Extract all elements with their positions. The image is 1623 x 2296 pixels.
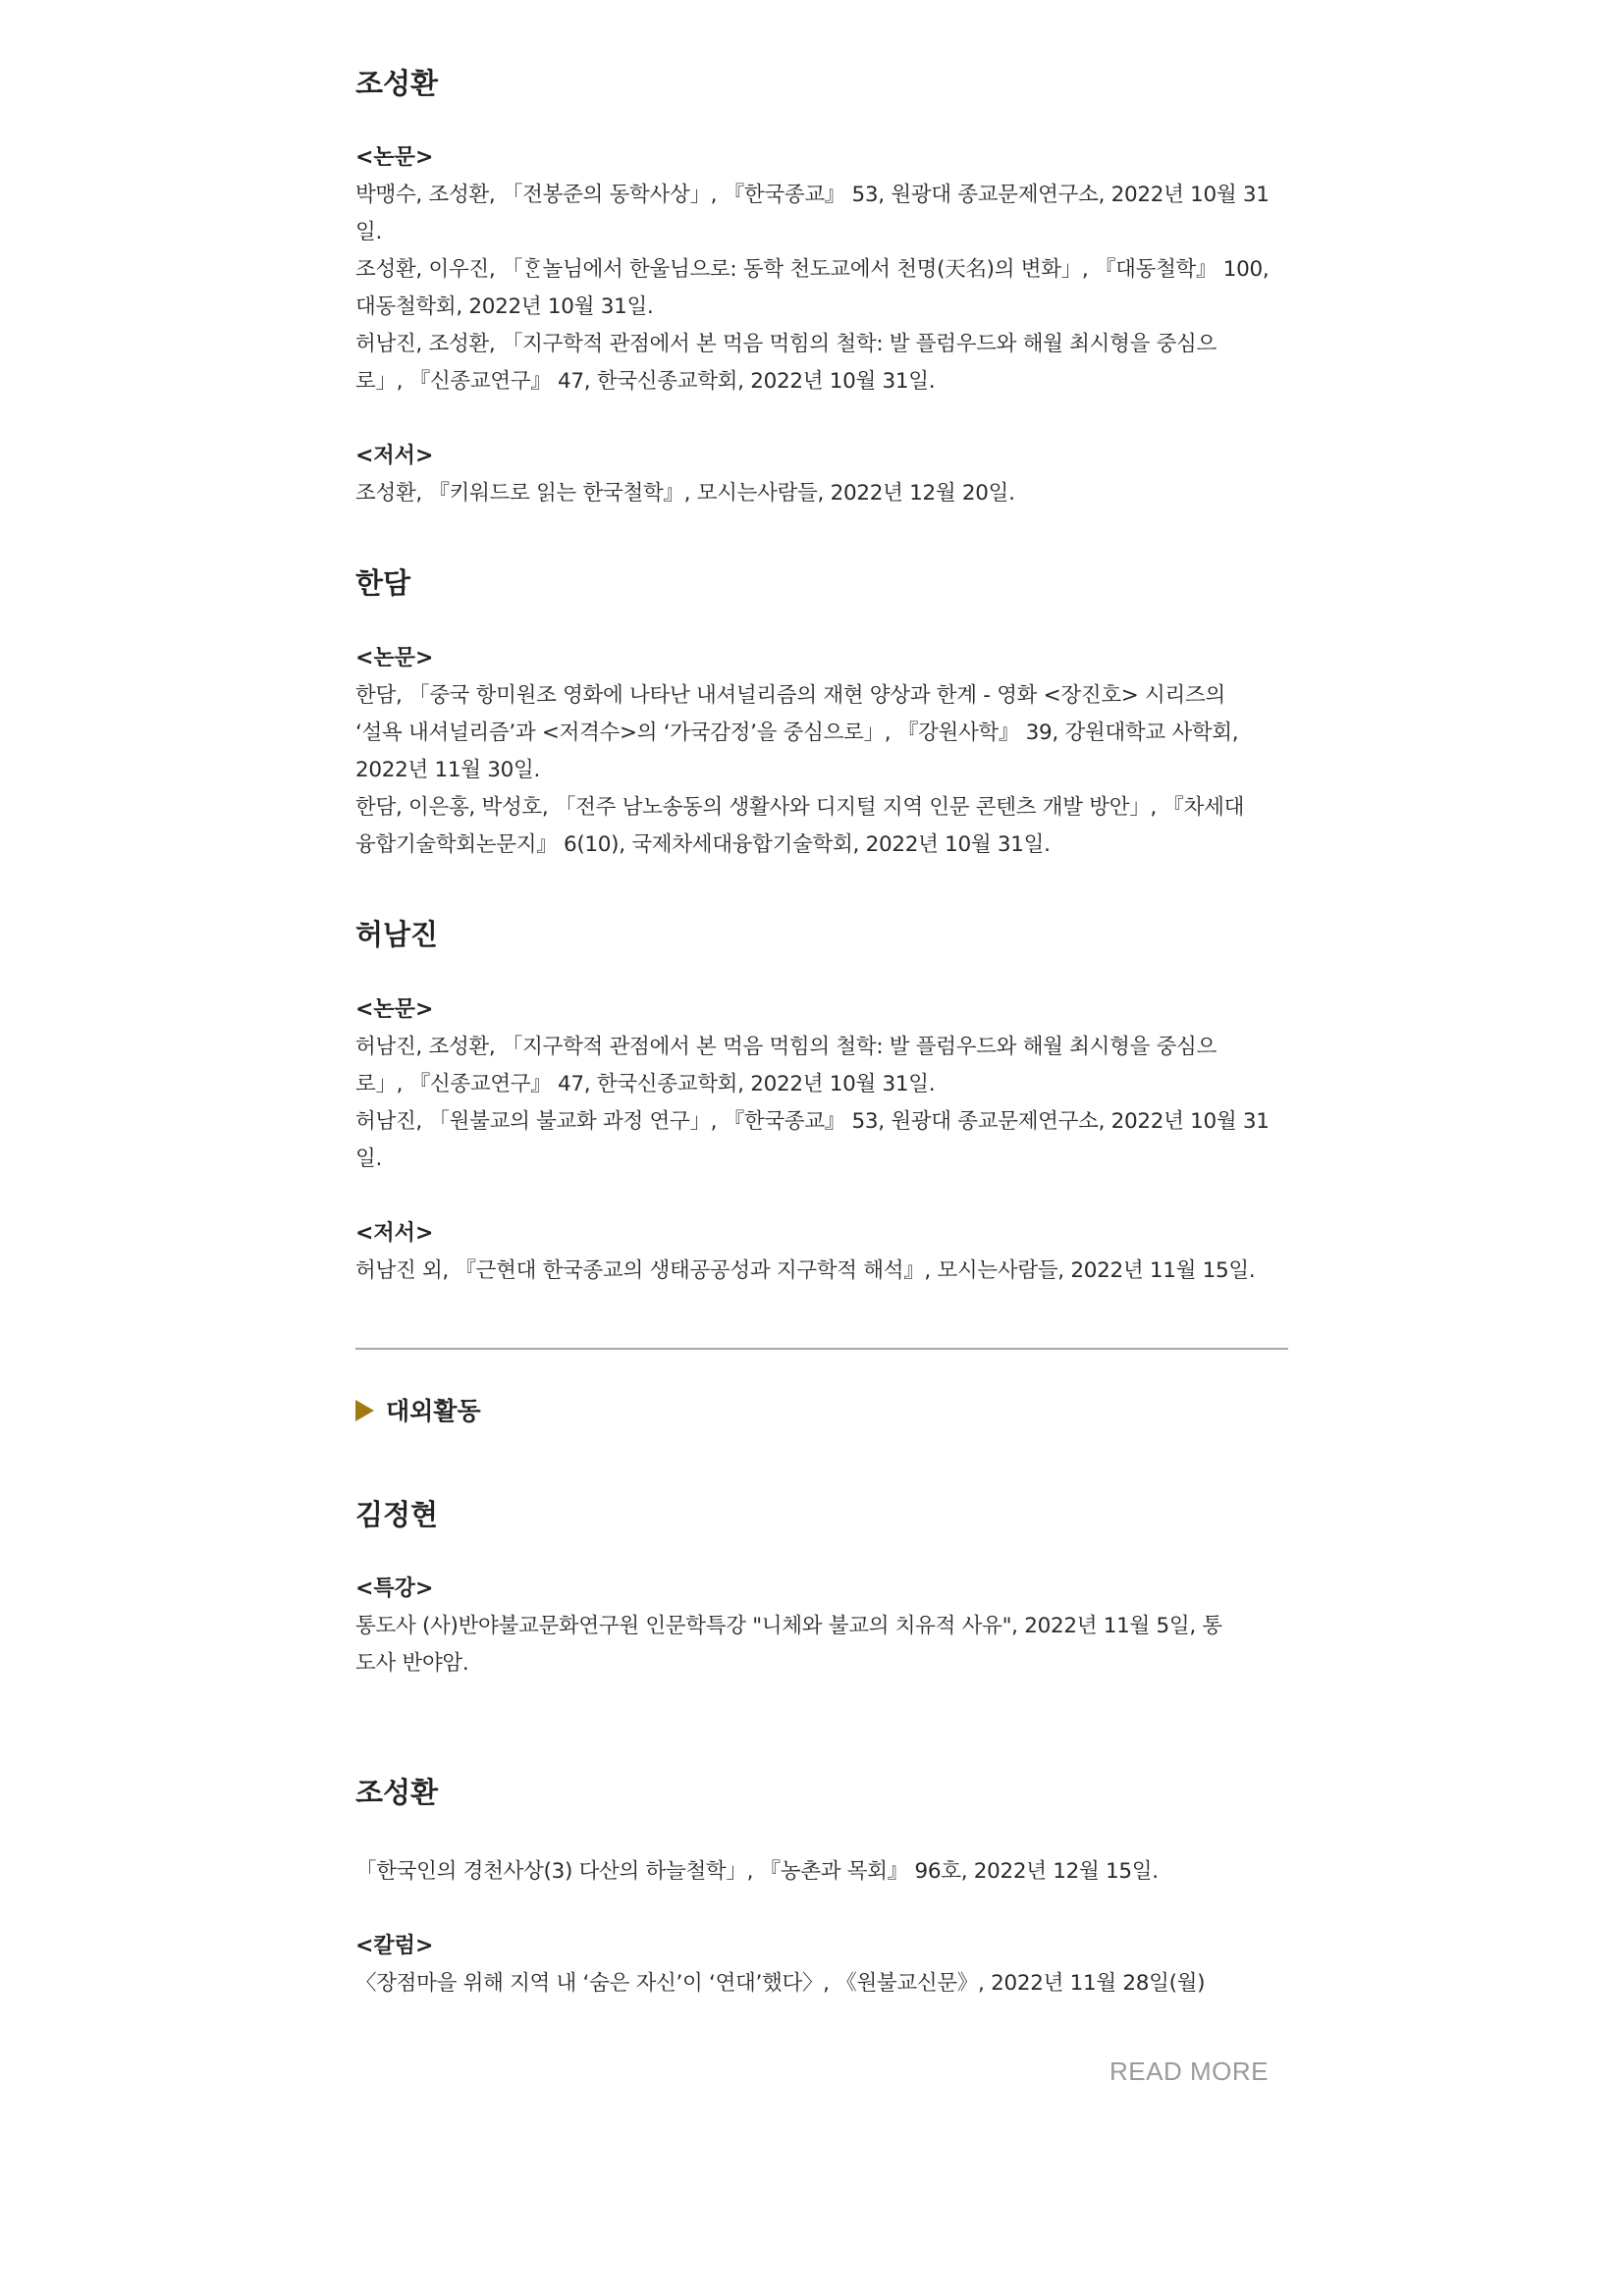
entry-line: 한담, 「중국 항미원조 영화에 나타난 내셔널리즘의 재현 양상과 한계 - 영화 <장진호> 시리즈의: [355, 683, 1225, 708]
activity-intro: [355, 1853, 1288, 1891]
person-block-kim-jeonghyeon: [355, 1488, 1288, 1541]
entry-line: 「한국인의 경천사상(3) 다산의 하늘철학」, 『농촌과 목회』 96호, 2022년 12월 15일.: [355, 1859, 1159, 1884]
entry-line: ‘설욕 내셔널리즘’과 <저격수>의 ‘가국감정’을 중심으로」, 『강원사학』 39, 강원대학교 사학회,: [355, 721, 1239, 745]
section-divider: [355, 1348, 1288, 1350]
person-name: 조성환: [355, 67, 439, 100]
entry-line: 허남진 외, 『근현대 한국종교의 생태공공성과 지구학적 해석』, 모시는사람들, 2022년 11월 15일.: [355, 1258, 1256, 1283]
read-more-link[interactable]: READ MORE: [1109, 2056, 1269, 2086]
section-title: 대외활동: [386, 1397, 481, 1425]
person-name: 조성환: [355, 1776, 439, 1809]
entry-line: 2022년 11월 30일.: [355, 758, 541, 782]
person-block-heo-namjin: [355, 908, 1288, 961]
category-group: [355, 438, 1288, 512]
entry-line: 도사 반야암.: [355, 1651, 469, 1676]
category-group: [355, 139, 1288, 400]
category-label: <칼럼>: [355, 1934, 434, 1958]
person-block-jo-seonghwan: [355, 57, 1288, 110]
category-label: <저서>: [355, 444, 434, 468]
activities-section-header: [355, 1390, 481, 1429]
category-group: [355, 991, 1288, 1178]
person-name: 김정현: [355, 1498, 439, 1531]
person-name: 한담: [355, 566, 411, 600]
entry-line: 로」, 『신종교연구』 47, 한국신종교학회, 2022년 10월 31일.: [355, 1072, 936, 1096]
entry-line: 박맹수, 조성환, 「전봉준의 동학사상」, 『한국종교』 53, 원광대 종교문제연구소, 2022년 10월 31: [355, 183, 1270, 207]
entry-line: 〈장점마을 위해 지역 내 ‘숨은 자신’이 ‘연대’했다〉, 《원불교신문》, 2022년 11월 28일(월): [355, 1971, 1206, 1996]
category-group: [355, 1571, 1288, 1682]
category-group: [355, 640, 1288, 864]
category-label: <논문>: [355, 145, 434, 170]
category-group: [355, 1215, 1288, 1290]
entry-line: 융합기술학회논문지』 6(10), 국제차세대융합기술학회, 2022년 10월 31일.: [355, 832, 1051, 857]
category-label: <논문>: [355, 646, 434, 670]
entry-line: 일.: [355, 220, 383, 244]
person-name: 허남진: [355, 918, 439, 951]
entry-line: 조성환, 이우진, 「ᄒᆞᆫ놀님에서 한울님으로: 동학 천도교에서 천명(天名)의 변화」, 『대동철학』 100,: [355, 257, 1270, 282]
entry-line: 일.: [355, 1147, 383, 1171]
category-group: [355, 1928, 1288, 2002]
entry-line: 허남진, 조성환, 「지구학적 관점에서 본 먹음 먹힘의 철학: 발 플럼우드와 해월 최시형을 중심으: [355, 1035, 1217, 1059]
entry-line: 대동철학회, 2022년 10월 31일.: [355, 294, 654, 319]
entry-line: 한담, 이은홍, 박성호, 「전주 남노송동의 생활사와 디지털 지역 인문 콘텐츠 개발 방안」, 『차세대: [355, 795, 1245, 820]
entry-line: 로」, 『신종교연구』 47, 한국신종교학회, 2022년 10월 31일.: [355, 369, 936, 394]
entry-line: 통도사 (사)반야불교문화연구원 인문학특강 "니체와 불교의 치유적 사유", 2022년 11월 5일, 통: [355, 1614, 1222, 1638]
category-label: <저서>: [355, 1221, 434, 1246]
category-label: <논문>: [355, 997, 434, 1022]
person-block-han-dam: [355, 557, 1288, 610]
entry-line: 조성환, 『키워드로 읽는 한국철학』, 모시는사람들, 2022년 12월 20일.: [355, 481, 1015, 506]
category-label: <특강>: [355, 1576, 434, 1601]
triangle-bullet-icon: [355, 1400, 374, 1421]
entry-line: 허남진, 「원불교의 불교화 과정 연구」, 『한국종교』 53, 원광대 종교문제연구소, 2022년 10월 31: [355, 1109, 1270, 1134]
person-block-jo-seonghwan-activities: [355, 1766, 1288, 1819]
entry-line: 허남진, 조성환, 「지구학적 관점에서 본 먹음 먹힘의 철학: 발 플럼우드와 해월 최시형을 중심으: [355, 332, 1217, 356]
